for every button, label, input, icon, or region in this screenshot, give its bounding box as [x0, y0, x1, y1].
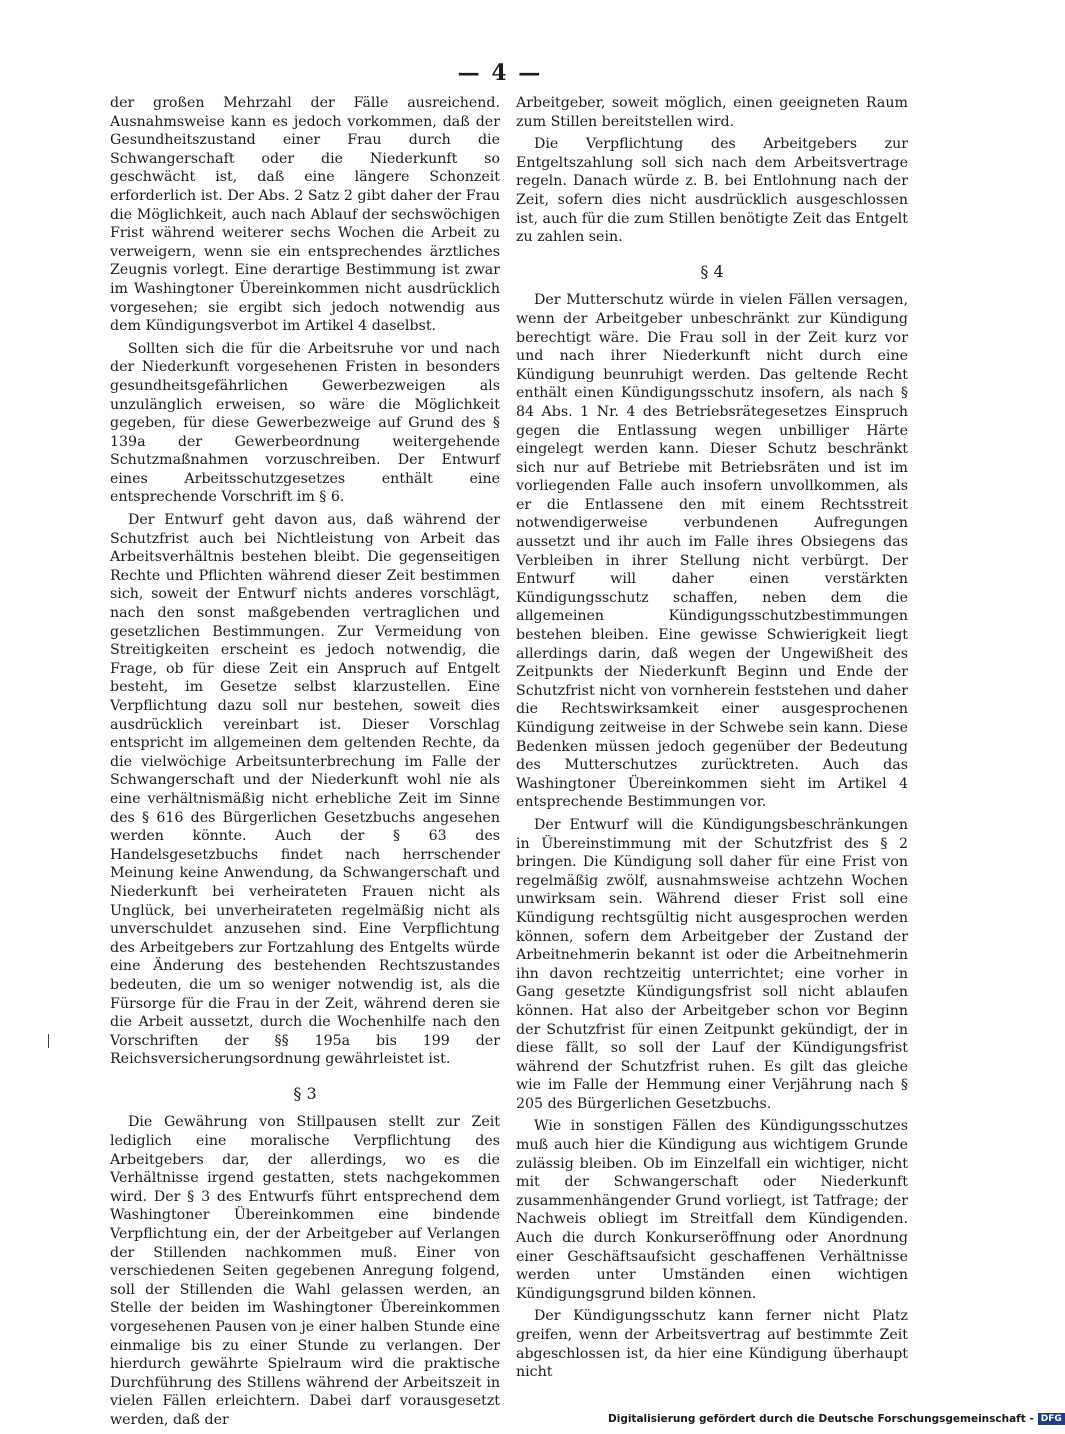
paragraph: Die Gewährung von Stillpausen stellt zur Zeit lediglich eine moralische Verpflichtung des Arbeitgebers dar, der allerdings, wo es die Verhältnisse irgend gestatten, stets nachgekommen wird. Der § 3 des Entwurfs führt entsprechend dem Washingtoner Übereinkommen eine bindende Verpflichtung ein, der der Arbeitgeber auf Verlangen der Stillenden nachkommen muß. Einer von verschiedenen Seiten gegebenen Anregung folgend, soll der Stillenden die Wahl gelassen werden, an Stelle der beiden im Washingtoner Übereinkommen vorgesehenen Pausen von je einer halben Stunde eine einmalige bis zu einer Stunde zu verlangen. Der hierdurch gewährte Spielraum wird die praktische Durchführung des Stillens während der Arbeitszeit in vielen Fällen erleichtern. Dabei darf vorausgesetzt werden, daß der — [110, 1114, 500, 1428]
paragraph: Wie in sonstigen Fällen des Kündigungsschutzes muß auch hier die Kündigung aus wichtigem Grunde zulässig bleiben. Ob im Einzelfall ein wichtiger, nicht mit der Schwangerschaft oder Niederkunft zusammenhängender Grund vorliegt, ist Tatfrage; der Nachweis obliegt im Streitfall dem Kündigenden. Auch die durch Konkurseröffnung oder Anordnung einer Geschäftsaufsicht geschaffenen Verhältnisse werden unter Umständen einen wichtigen Kündigungsgrund bilden können. — [516, 1118, 908, 1302]
paragraph: der großen Mehrzahl der Fälle ausreichend. Ausnahmsweise kann es jedoch vorkommen, daß der Gesundheitszustand einer Frau durch die Schwangerschaft oder die Niederkunft so geschwächt ist, daß eine längere Schonzeit erforderlich ist. Der Abs. 2 Satz 2 gibt daher der Frau die Möglichkeit, auch nach Ablauf der sechswöchigen Frist während weiterer sechs Wochen die Arbeit zu verweigern, wenn sie ein entsprechendes ärztliches Zeugnis vorlegt. Eine derartige Bestimmung ist zwar im Washingtoner Übereinkommen nicht ausdrücklich vorgesehen; sie ergibt sich jedoch notwendig aus dem Kündigungsverbot im Artikel 4 daselbst. — [110, 95, 500, 335]
page-number: — 4 — — [457, 60, 543, 86]
left-column — [110, 94, 500, 1434]
footer-text: Digitalisierung gefördert durch die Deutsche Forschungsgemeinschaft - — [608, 1413, 1034, 1425]
dfg-logo: DFG — [1038, 1413, 1065, 1425]
paragraph: Arbeitgeber, soweit möglich, einen geeigneten Raum zum Stillen bereitstellen wird. — [516, 95, 908, 130]
right-column — [516, 94, 908, 1386]
margin-mark — [48, 1034, 49, 1048]
section-heading: § 3 — [293, 1083, 317, 1103]
paragraph: Der Kündigungsschutz kann ferner nicht Platz greifen, wenn der Arbeitsvertrag auf bestimmte Zeit abgeschlossen ist, da hier eine Kündigung überhaupt nicht — [516, 1308, 908, 1381]
paragraph: Der Entwurf geht davon aus, daß während der Schutzfrist auch bei Nichtleistung von Arbeit das Arbeitsverhältnis bestehen bleibt. Die gegenseitigen Rechte und Pflichten während dieser Zeit bestimmen sich, soweit der Entwurf nichts anderes vorschlägt, nach den sonst maßgebenden vertraglichen und gesetzlichen Bestimmungen. Zur Vermeidung von Streitigkeiten erscheint es jedoch notwendig, die Frage, ob für diese Zeit ein Anspruch auf Entgelt besteht, im Gesetze selbst klarzustellen. Eine Verpflichtung dazu soll nur bestehen, soweit dies ausdrücklich vereinbart ist. Dieser Vorschlag entspricht im allgemeinen dem geltenden Rechte, da die vielwöchige Arbeitsunterbrechung im Falle der Schwangerschaft und der Niederkunft wohl nie als eine verhältnismäßig nicht erhebliche Zeit im Sinne des § 616 des Bürgerlichen Gesetzbuchs angesehen werden könnte. Auch der § 63 des Handelsgesetzbuchs findet nach herrschender Meinung keine Anwendung, da Schwangerschaft und Niederkunft bei verheirateten Frauen nicht als Unglück, bei unverheirateten regelmäßig nicht als unverschuldet anzusehen sind. Eine Verpflichtung des Arbeitgebers zur Fortzahlung des Entgelts würde eine Änderung des bestehenden Rechtszustandes bedeuten, die um so weniger notwendig ist, als die Fürsorge für die Frau in der Zeit, während deren sie die Arbeit aussetzt, durch die Wochenhilfe nach den Vorschriften der §§ 195a bis 199 der Reichsversicherungsordnung gewährleistet ist. — [110, 512, 500, 1068]
digitization-footer — [608, 1413, 1065, 1425]
paragraph: Der Mutterschutz würde in vielen Fällen versagen, wenn der Arbeitgeber unbeschränkt zur Kündigung berechtigt wäre. Die Frau soll in der Zeit kurz vor und nach ihrer Niederkunft nicht durch eine Kündigung beunruhigt werden. Das geltende Recht enthält einen Kündigungsschutz insofern, als nach § 84 Abs. 1 Nr. 4 des Betriebsrätegesetzes Einspruch gegen die Entlassung wegen unbilliger Härte eingelegt werden kann. Dieser Schutz beschränkt sich nur auf Betriebe mit Betriebsräten und ist im vorliegenden Falle auch insofern unvollkommen, als er die Entlassene den mit einem Rechtsstreit notwendigerweise verbundenen Aufregungen aussetzt und ihr auch im Falle ihres Obsiegens das Verbleiben in ihrer Stellung nicht verbürgt. Der Entwurf will daher einen verstärkten Kündigungsschutz schaffen, neben dem die allgemeinen Kündigungsschutzbestimmungen bestehen bleiben. Eine gewisse Schwierigkeit liegt allerdings darin, daß wegen der Ungewißheit des Zeitpunkts der Niederkunft Beginn und Ende der Schutzfrist nicht von vornherein feststehen und daher die Rechtswirksamkeit einer ausgesprochenen Kündigung zeitweise in der Schwebe sein kann. Diese Bedenken müssen jedoch gegenüber der Bedeutung des Mutterschutzes zurücktreten. Auch das Washingtoner Übereinkommen sieht im Artikel 4 entsprechende Bestimmungen vor. — [516, 292, 908, 811]
paragraph: Die Verpflichtung des Arbeitgebers zur Entgeltszahlung soll sich nach dem Arbeitsvertrage regeln. Danach würde z. B. bei Entlohnung nach der Zeit, sofern dies nicht ausdrücklich ausgeschlossen ist, auch für die zum Stillen benötigte Zeit das Entgelt zu zahlen sein. — [516, 136, 908, 246]
paragraph: Sollten sich die für die Arbeitsruhe vor und nach der Niederkunft vorgesehenen Fristen in besonders gesundheitsgefährlichen Gewerbezweigen als unzulänglich erweisen, so wäre die Möglichkeit gegeben, für diese Gewerbezweige auf Grund des § 139a der Gewerbeordnung weitergehende Schutzmaßnahmen vorzuschreiben. Der Entwurf eines Arbeitsschutzgesetzes enthält eine entsprechende Vorschrift im § 6. — [110, 340, 500, 506]
section-heading: § 4 — [700, 261, 724, 281]
paragraph: Der Entwurf will die Kündigungsbeschränkungen in Übereinstimmung mit der Schutzfrist des § 2 bringen. Die Kündigung soll daher für eine Frist von regelmäßig zwölf, ausnahmsweise achtzehn Wochen unwirksam sein. Während dieser Frist soll eine Kündigung rechtsgültig nicht ausgesprochen werden können, sofern dem Arbeitgeber der Zustand der Arbeitnehmerin bekannt ist oder die Arbeitnehmerin ihn davon rechtzeitig unterrichtet; eine vorher in Gang gesetzte Kündigungsfrist soll nicht ablaufen können. Hat also der Arbeitgeber schon vor Beginn der Schutzfrist für einen Zeitpunkt gekündigt, der in diese fällt, so soll der Lauf der Kündigungsfrist während der Schutzfrist ruhen. Es gilt das gleiche wie im Falle der Hemmung einer Verjährung nach § 205 des Bürgerlichen Gesetzbuchs. — [516, 816, 908, 1112]
